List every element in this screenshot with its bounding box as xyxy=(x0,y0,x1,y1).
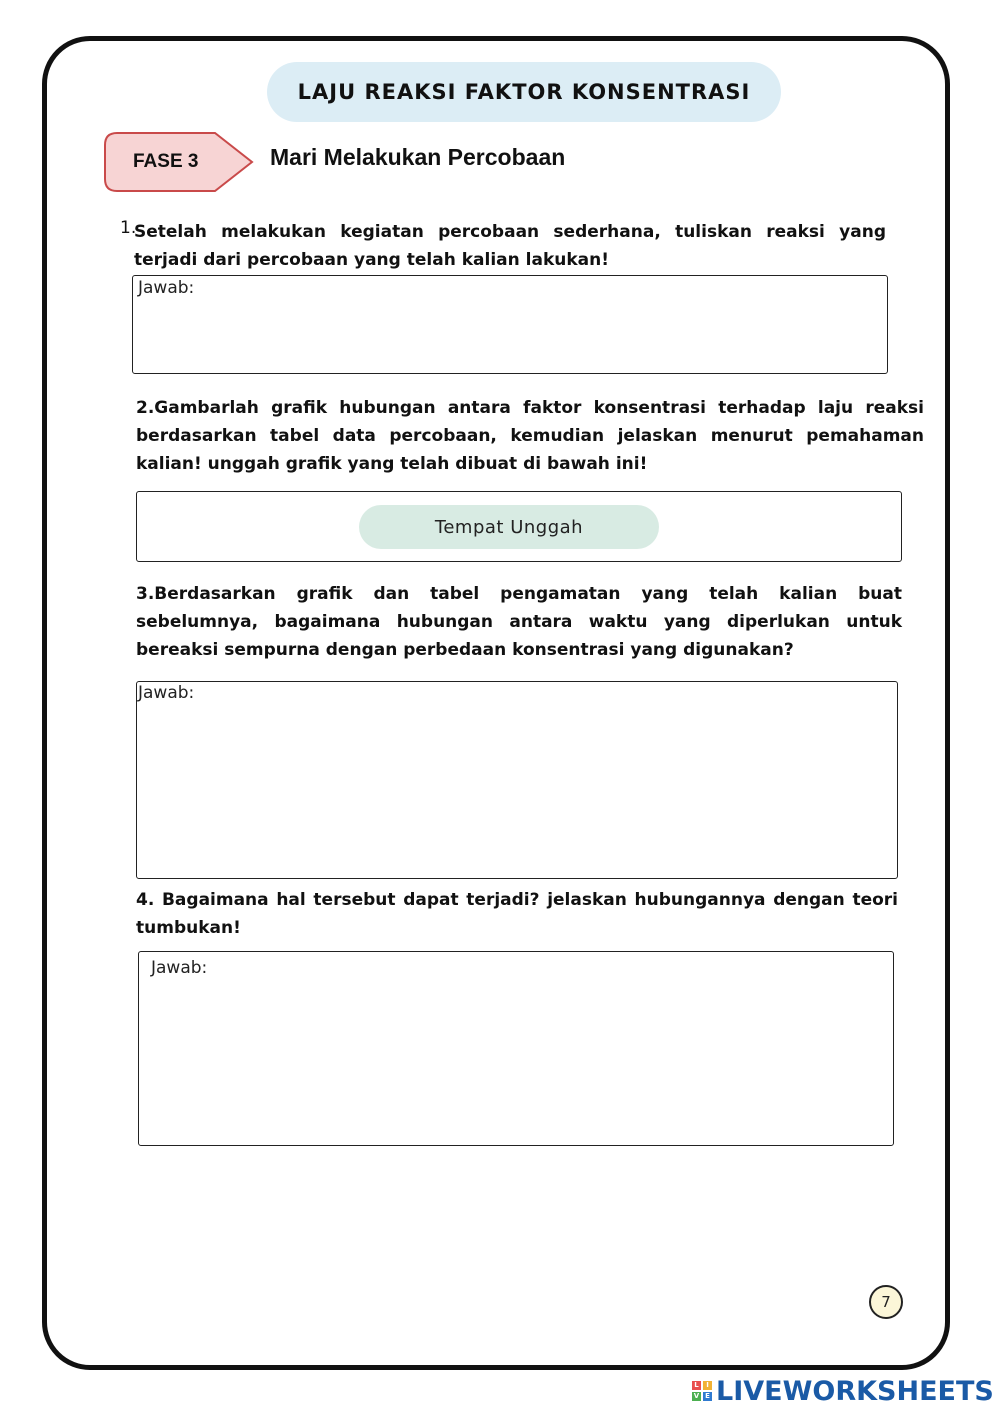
answer-box-3[interactable] xyxy=(136,681,898,879)
answer-label-1: Jawab: xyxy=(138,278,195,298)
answer-box-1[interactable] xyxy=(132,275,888,374)
question-3-text: 3.Berdasarkan grafik dan tabel pengamatan yang telah kalian buat sebelumnya, bagaimana hubungan antara waktu yang diperlukan untuk bereaksi sempurna dengan perbedaan konsentrasi yang digunakan? xyxy=(136,584,902,660)
watermark-logo-icon xyxy=(692,1381,712,1401)
question-4-text: 4. Bagaimana hal tersebut dapat terjadi? jelaskan hubungannya dengan teori tumbukan! xyxy=(136,890,898,938)
section-subtitle: Mari Melakukan Percobaan xyxy=(270,144,566,170)
question-1-text: Setelah melakukan kegiatan percobaan sederhana, tuliskan reaksi yang terjadi dari percobaan yang telah kalian lakukan! xyxy=(134,222,886,270)
watermark xyxy=(692,1376,994,1406)
upload-button[interactable]: Tempat Unggah xyxy=(359,505,659,549)
watermark-text: LIVEWORKSHEETS xyxy=(716,1375,994,1407)
watermark-logo-letter: E xyxy=(703,1392,712,1401)
watermark-logo-letter: V xyxy=(693,1392,700,1400)
page-title: LAJU REAKSI FAKTOR KONSENTRASI xyxy=(267,62,781,122)
question-1-number: 1. xyxy=(120,218,137,238)
watermark-logo-letter: L xyxy=(692,1381,701,1390)
page-number: 7 xyxy=(869,1285,903,1319)
phase-label: FASE 3 xyxy=(133,151,199,172)
answer-box-4[interactable] xyxy=(138,951,894,1146)
answer-label-4: Jawab: xyxy=(151,958,208,978)
watermark-logo-letter: I xyxy=(703,1381,712,1390)
question-2-text: 2.Gambarlah grafik hubungan antara faktor konsentrasi terhadap laju reaksi berdasarkan tabel data percobaan, kemudian jelaskan menurut pemahaman kalian! unggah grafik yang telah dibuat di bawah ini! xyxy=(136,398,924,474)
phase-tag xyxy=(103,131,255,193)
answer-label-3: Jawab: xyxy=(138,683,195,703)
